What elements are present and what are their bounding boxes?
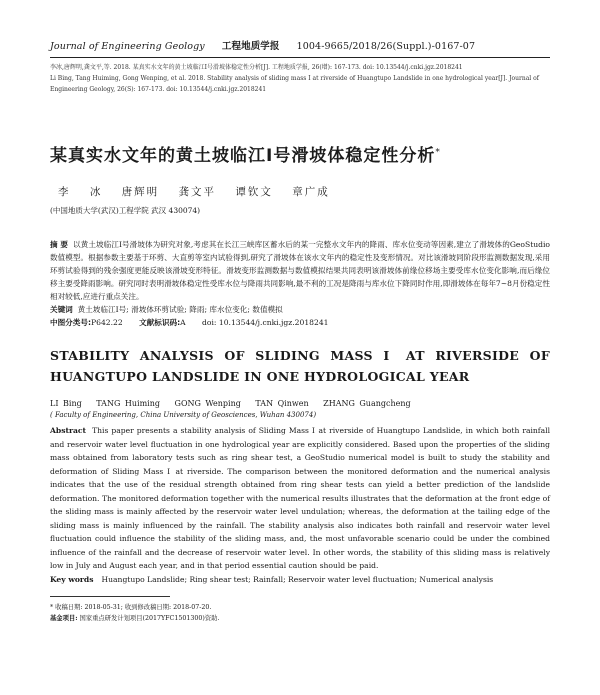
abstract-cn-text: 以黄土坡临江Ⅰ号滑坡体为研究对象,考虑其在长江三峡库区蓄水后的某一完整水文年内的降雨、库水位变动等因素,建立了滑坡体的GeoStudio数值模型。根据参数主要基于环剪、大直剪等室内试验得到,研究了滑坡体在该水文年内的稳定性及变形情况。对比该滑坡同阶段形监测数据发现,采用环剪试验得到的残余强度更能反映该滑坡变形特征。滑坡变形监测数据与数值模拟结果共同表明该滑坡体前缘位移场主要受库水位变化影响,而后缘位移主要受降雨影响。研究同时表明滑坡体稳定性受库水位与降雨共同影响,最不利的工况是降雨与库水位下降同时作用,即滑坡体在每年7~8月份稳定性相对较低,应进行重点关注。 (50, 240, 550, 301)
authors-en (50, 399, 550, 408)
keywords-cn-label: 关键词 (50, 305, 73, 314)
citation-cn: 李冰,唐辉明,龚文平,等. 2018. 某真实水文年的黄土坡临江Ⅰ号滑坡体稳定性分析[J]. 工程地质学报, 26(增): 167-173. doi: 10.13544/j.cnki.jgz.2018241 (50, 64, 463, 71)
title-en: STABILITY ANALYSIS OF SLIDING MASS Ⅰ AT RIVERSIDE OF HUANGTUPO LANDSLIDE IN ONE HYDROLOGICAL YEAR (50, 348, 550, 384)
journal-issn: 1004-9665/2018/26(Suppl.)-0167-07 (296, 41, 476, 52)
footnote-received: * 收稿日期: 2018-05-31; 收到修改稿日期: 2018-07-20. (50, 604, 212, 611)
author-en: TANG Huiming (96, 399, 160, 408)
journal-name-cn: 工程地质学报 (221, 41, 280, 52)
abstract-cn-label: 摘 要 (50, 240, 69, 249)
author-en: ZHANG Guangcheng (323, 399, 411, 408)
author-en: TAN Qinwen (255, 399, 309, 408)
affiliation-cn: (中国地质大学(武汉)工程学院 武汉 430074) (50, 206, 201, 215)
clc-value: P642.22 (91, 318, 123, 327)
author-en: LI Bing (50, 399, 82, 408)
doi-cn: doi: 10.13544/j.cnki.jgz.2018241 (202, 318, 329, 327)
journal-name: Journal of Engineering Geology (50, 41, 205, 52)
classification-cn (50, 316, 550, 329)
keywords-en-text: Huangtupo Landslide; Ring shear test; Rainfall; Reservoir water level fluctuation; Numerical analysis (101, 574, 494, 584)
title-cn-footnote-mark: * (435, 147, 441, 158)
abstract-cn (50, 238, 550, 303)
keywords-cn (50, 303, 550, 316)
keywords-en-label: Key words (50, 574, 94, 584)
footnote (50, 602, 550, 624)
footnote-fund (50, 613, 550, 624)
fund-text: 国家重点研发计划项目(2017YFC1501300)资助. (79, 615, 220, 622)
doc-code-value: A (180, 318, 186, 327)
title-cn-text: 某真实水文年的黄土坡临江Ⅰ号滑坡体稳定性分析 (50, 146, 436, 166)
journal-header (50, 38, 550, 52)
abstract-en-label: Abstract (50, 426, 87, 435)
keywords-en (50, 573, 550, 587)
title-cn (50, 141, 550, 166)
affiliation-en: ( Faculty of Engineering, China University of Geosciences, Wuhan 430074) (50, 411, 317, 419)
citation-block (50, 62, 550, 95)
footnote-rule (50, 596, 170, 597)
doc-code-label: 文献标识码: (139, 318, 181, 327)
clc-label: 中图分类号: (50, 318, 92, 327)
author-en: GONG Wenping (174, 399, 241, 408)
citation-en: Li Bing, Tang Huiming, Gong Wenping, et al. 2018. Stability analysis of sliding mass Ⅰ at riverside of Huangtupo Landslide in one hydrological year[J]. Journal of Engineering Geology, 26(S): 167-173. doi: 10.13544/j.cnki.jgz.2018241 (50, 75, 539, 93)
paper-page (50, 0, 550, 624)
authors-cn: 李 冰 唐辉明 龚文平 谭钦文 章广成 (58, 186, 330, 198)
keywords-cn-text: 黄土坡临江Ⅰ号; 滑坡体环剪试验; 降雨; 库水位变化; 数值模拟 (77, 305, 283, 314)
abstract-en-text: This paper presents a stability analysis of Sliding Mass Ⅰ at riverside of Huangtupo Landslide, in which both rainfall and reservoir water level fluctuation in one hydrological year are explicitly considered. Based upon the properties of the sliding mass obtained from laboratory tests such as ring shear test, a GeoStudio numerical model is built to study the stability and deformation of Sliding Mass Ⅰ at riverside. The comparison between the monitored deformation and the numerical analysis indicates that the use of the residual strength obtained from ring shear tests can yield a better prediction of the landslide deformation. The monitored deformation together with the numerical results illustrates that the deformation at the front edge of the sliding mass is mainly affected by the reservoir water level undulation; whereas, the deformation at the tailing edge of the sliding mass is mainly influenced by the rainfall. The stability analysis also indicates both rainfall and reservoir water level fluctuation could influence the stability of the sliding mass, and, the most unfavorable scenario could be under the combined influence of the rainfall and the decrease of reservoir water level. In other words, the stability of this sliding mass is relatively low in July and August each year, and in that period essential caution should be paid. (50, 426, 551, 570)
abstract-en (50, 424, 550, 573)
fund-label: 基金项目: (50, 615, 78, 622)
header-rule (50, 57, 550, 58)
